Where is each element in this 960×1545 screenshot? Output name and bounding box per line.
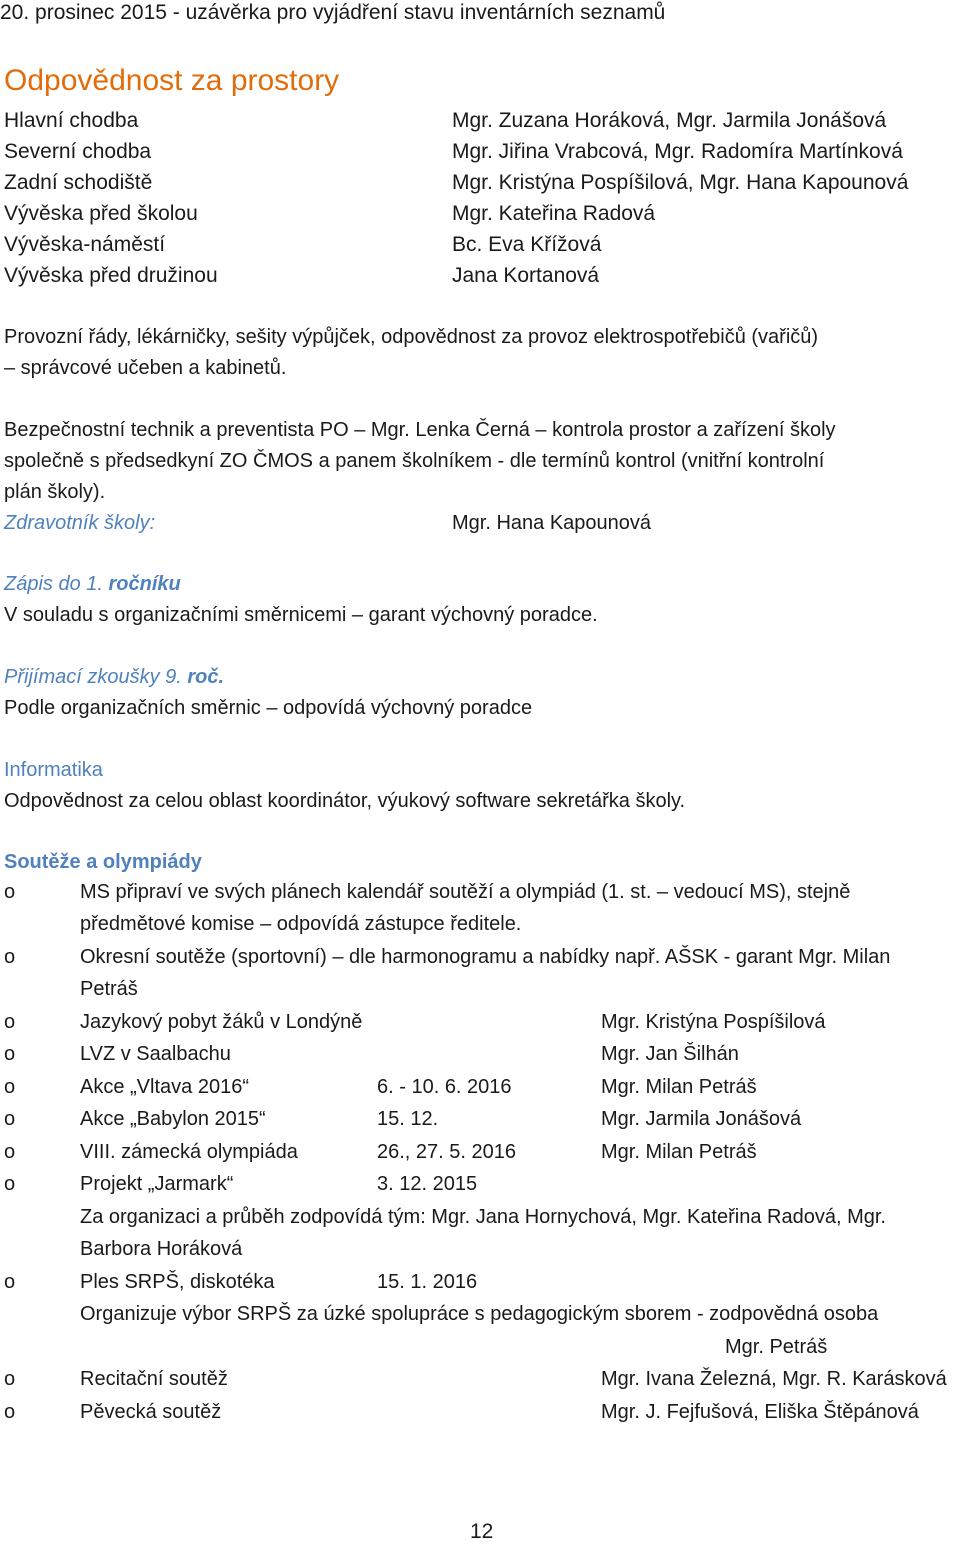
- event-note-line: Mgr. Petráš: [725, 1336, 828, 1358]
- exams-text: Podle organizačních směrnic – odpovídá výchovný poradce: [4, 697, 533, 719]
- event-date: 26., 27. 5. 2016: [377, 1141, 517, 1163]
- enrollment-label-part2: ročníku: [108, 573, 181, 595]
- list-bullet: o: [4, 1141, 16, 1163]
- event-person: Mgr. Kristýna Pospíšilová: [601, 1011, 826, 1033]
- place-label: Vývěska před školou: [4, 202, 198, 225]
- event-date: 15. 12.: [377, 1108, 439, 1130]
- list-bullet: o: [4, 1076, 16, 1098]
- list-item-line: MS připraví ve svých plánech kalendář soutěží a olympiád (1. st. – vedoucí MS), stejně: [80, 881, 851, 903]
- competitions-label: Soutěže a olympiády: [4, 851, 202, 873]
- event-name: VIII. zámecká olympiáda: [80, 1141, 298, 1163]
- list-bullet: o: [4, 1401, 16, 1423]
- place-label: Vývěska-náměstí: [4, 233, 166, 256]
- list-item-line: Okresní soutěže (sportovní) – dle harmonogramu a nabídky např. AŠSK - garant Mgr. Milan: [80, 946, 891, 968]
- list-bullet: o: [4, 1011, 16, 1033]
- informatics-text: Odpovědnost za celou oblast koordinátor, výukový software sekretářka školy.: [4, 790, 686, 812]
- safety-line-2: společně s předsedkyní ZO ČMOS a panem školníkem - dle termínů kontrol (vnitřní kontrolní: [4, 450, 825, 472]
- event-name: Akce „Babylon 2015“: [80, 1108, 266, 1130]
- event-name: Recitační soutěž: [80, 1368, 228, 1390]
- list-item-line: předmětové komise – odpovídá zástupce ředitele.: [80, 913, 522, 935]
- informatics-label: Informatika: [4, 759, 103, 781]
- event-person: Mgr. J. Fejfušová, Eliška Štěpánová: [601, 1401, 919, 1423]
- list-bullet: o: [4, 881, 16, 903]
- event-name: Akce „Vltava 2016“: [80, 1076, 249, 1098]
- event-name: Jazykový pobyt žáků v Londýně: [80, 1011, 363, 1033]
- health-person: Mgr. Hana Kapounová: [452, 512, 652, 534]
- enrollment-text: V souladu s organizačními směrnicemi – garant výchovný poradce.: [4, 604, 598, 626]
- place-label: Zadní schodiště: [4, 171, 153, 194]
- person-label: Mgr. Zuzana Horáková, Mgr. Jarmila Jonášová: [452, 109, 887, 132]
- list-item-line: Petráš: [80, 978, 138, 1000]
- enrollment-label-part1: Zápis do 1.: [4, 573, 109, 595]
- place-label: Hlavní chodba: [4, 109, 139, 132]
- list-bullet: o: [4, 1271, 16, 1293]
- person-label: Mgr. Kateřina Radová: [452, 202, 656, 225]
- person-label: Mgr. Kristýna Pospíšilová, Mgr. Hana Kapounová: [452, 171, 909, 194]
- section-heading: Odpovědnost za prostory: [4, 64, 340, 97]
- enrollment-label: [4, 572, 181, 596]
- event-note-line: Barbora Horáková: [80, 1238, 243, 1260]
- safety-line-3: plán školy).: [4, 481, 106, 503]
- person-label: Mgr. Jiřina Vrabcová, Mgr. Radomíra Martínková: [452, 140, 903, 163]
- exams-label-part2: roč.: [187, 666, 225, 688]
- event-person: Mgr. Ivana Železná, Mgr. R. Karásková: [601, 1368, 947, 1390]
- exams-label-part1: Přijímací zkoušky 9.: [4, 666, 188, 688]
- operational-line-2: – správcové učeben a kabinetů.: [4, 357, 287, 379]
- event-note-line: Organizuje výbor SRPŠ za úzké spolupráce s pedagogickým sborem - zodpovědná osoba: [80, 1303, 879, 1325]
- event-note-line: Za organizaci a průběh zodpovídá tým: Mgr. Jana Hornychová, Mgr. Kateřina Radová, Mgr.: [80, 1206, 886, 1228]
- event-person: Mgr. Milan Petráš: [601, 1141, 757, 1163]
- list-bullet: o: [4, 1368, 16, 1390]
- list-bullet: o: [4, 1043, 16, 1065]
- event-name: Pěvecká soutěž: [80, 1401, 222, 1423]
- page-number: 12: [470, 1520, 494, 1543]
- event-name: Ples SRPŠ, diskotéka: [80, 1271, 275, 1293]
- place-label: Severní chodba: [4, 140, 152, 163]
- safety-line-1: Bezpečnostní technik a preventista PO – Mgr. Lenka Černá – kontrola prostor a zařízení školy: [4, 419, 836, 441]
- event-person: Mgr. Milan Petráš: [601, 1076, 757, 1098]
- list-bullet: o: [4, 1108, 16, 1130]
- deadline-line: 20. prosinec 2015 - uzávěrka pro vyjádření stavu inventárních seznamů: [0, 1, 666, 24]
- list-bullet: o: [4, 946, 16, 968]
- event-name: Projekt „Jarmark“: [80, 1173, 234, 1195]
- exams-label: [4, 665, 224, 689]
- event-date: 3. 12. 2015: [377, 1173, 478, 1195]
- person-label: Jana Kortanová: [452, 264, 600, 287]
- event-name: LVZ v Saalbachu: [80, 1043, 231, 1065]
- health-label: Zdravotník školy:: [4, 512, 156, 534]
- event-person: Mgr. Jarmila Jonášová: [601, 1108, 802, 1130]
- event-date: 6. - 10. 6. 2016: [377, 1076, 512, 1098]
- event-date: 15. 1. 2016: [377, 1271, 478, 1293]
- event-person: Mgr. Jan Šilhán: [601, 1043, 739, 1065]
- place-label: Vývěska před družinou: [4, 264, 218, 287]
- person-label: Bc. Eva Křížová: [452, 233, 602, 256]
- operational-line-1: Provozní řády, lékárničky, sešity výpůjček, odpovědnost za provoz elektrospotřebičů (vařičů): [4, 326, 819, 348]
- list-bullet: o: [4, 1173, 16, 1195]
